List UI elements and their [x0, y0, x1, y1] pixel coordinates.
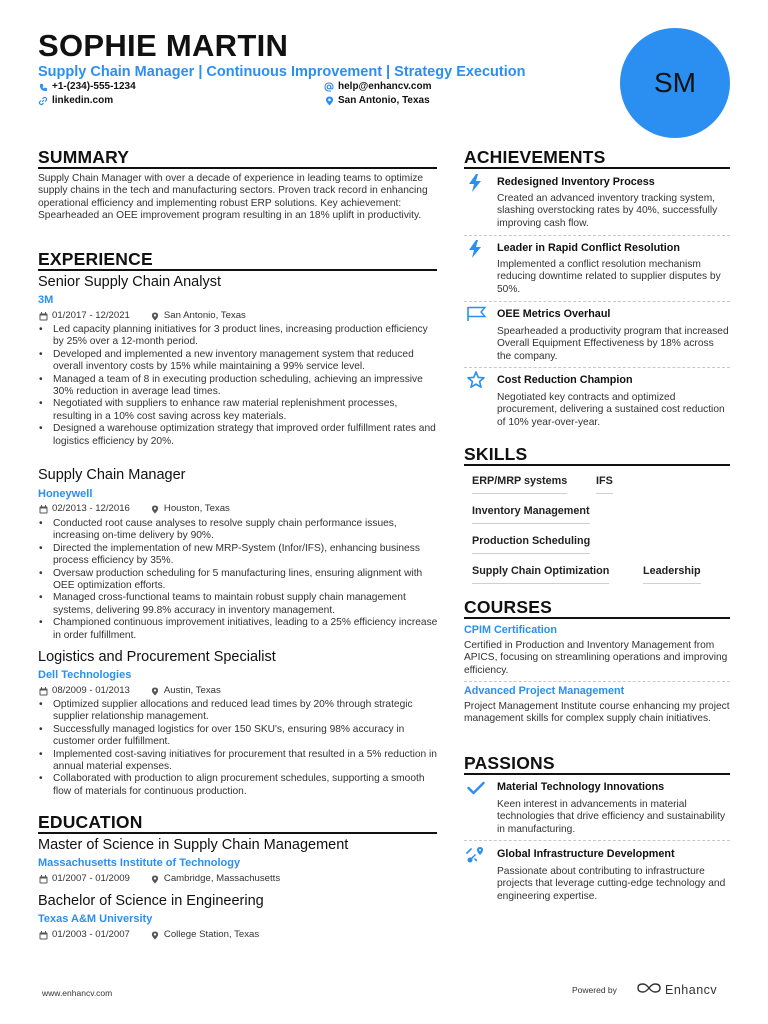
candidate-headline: Supply Chain Manager | Continuous Improvement | Strategy Execution — [38, 64, 526, 80]
summary-heading: SUMMARY — [38, 147, 130, 167]
education-meta — [38, 929, 259, 941]
list-item: • Led capacity planning initiatives for 3 product lines, increasing production efficiency by 25% over a 12-month period. — [38, 324, 438, 349]
list-item: • Negotiated with suppliers to enhance raw material replenishment processes, resulting in a 10% cost saving across key materials. — [38, 398, 438, 423]
footer-website[interactable]: www.enhancv.com — [42, 988, 113, 998]
job-dates: 02/2013 - 12/2016 — [52, 503, 130, 514]
contact-phone — [38, 81, 136, 93]
list-item: • Developed and implemented a new inventory management system that reduced overall inventory costs by 15% while maintaining a 99% service level. — [38, 349, 438, 374]
achievement-title: Redesigned Inventory Process — [497, 176, 655, 188]
phone-text: +1-(234)-555-1234 — [52, 81, 136, 92]
list-item: • Conducted root cause analyses to resolve supply chain performance issues, increasing on-time delivery by 90%. — [38, 518, 438, 543]
calendar-icon — [38, 874, 48, 884]
divider — [464, 235, 730, 236]
achievement-description: Negotiated key contracts and optimized procurement, delivering a sustained cost reduction of 10% year-over-year. — [497, 392, 725, 428]
achievement-title: Cost Reduction Champion — [497, 374, 633, 386]
skill-tag: Production Scheduling — [472, 535, 590, 554]
skill-tag: Inventory Management — [472, 505, 590, 524]
job-meta — [38, 685, 221, 697]
education-location: Cambridge, Massachusetts — [163, 873, 281, 884]
job-dates: 01/2017 - 12/2021 — [52, 310, 130, 321]
education-meta — [38, 873, 280, 885]
list-item: • Managed cross-functional teams to maintain robust supply chain management systems, delivering 99.8% accuracy in inventory management. — [38, 592, 438, 617]
calendar-icon — [38, 311, 48, 321]
course-title: Advanced Project Management — [464, 685, 625, 697]
education-degree: Bachelor of Science in Engineering — [38, 893, 264, 909]
job-company: Honeywell — [38, 488, 93, 500]
job-title: Senior Supply Chain Analyst — [38, 274, 221, 290]
star-icon — [467, 371, 485, 389]
job-company: 3M — [38, 294, 54, 306]
location-pin-icon — [150, 930, 160, 940]
education-location: College Station, Texas — [163, 929, 260, 940]
education-divider — [38, 832, 437, 834]
courses-divider — [464, 617, 730, 619]
experience-heading: EXPERIENCE — [38, 249, 153, 269]
brand-logo[interactable] — [637, 982, 717, 997]
footer-powered-by: Powered by — [572, 985, 617, 995]
course-description: Certified in Production and Inventory Management from APICS, focusing on streamlining operations and improving efficiency. — [464, 640, 728, 676]
skill-tag: Leadership — [643, 565, 701, 584]
achievement-description: Created an advanced inventory tracking system, slashing overstocking rates by 40%, successfully improving cash flow. — [497, 193, 718, 229]
education-school: Texas A&M University — [38, 913, 153, 925]
job-meta — [38, 503, 230, 515]
achievement-description: Spearheaded a productivity program that increased Overall Equipment Effectiveness by 18% across the company. — [497, 326, 729, 362]
education-heading: EDUCATION — [38, 812, 143, 832]
phone-icon — [38, 82, 48, 92]
divider — [464, 681, 730, 682]
location-pin-icon — [150, 504, 160, 514]
email-text: help@enhancv.com — [338, 81, 432, 92]
brand-name: Enhancv — [665, 982, 718, 997]
location-pin-icon — [150, 874, 160, 884]
job-title: Logistics and Procurement Specialist — [38, 649, 276, 665]
location-pin-icon — [150, 311, 160, 321]
avatar — [620, 28, 730, 138]
skills-heading: SKILLS — [464, 444, 528, 464]
list-item: • Collaborated with production to align procurement schedules, supporting a smooth flow of materials for continuous production. — [38, 773, 438, 798]
job-title: Supply Chain Manager — [38, 467, 186, 483]
achievement-title: Leader in Rapid Conflict Resolution — [497, 242, 680, 254]
job-location: San Antonio, Texas — [163, 310, 246, 321]
summary-divider — [38, 167, 437, 169]
avatar-initials: SM — [654, 67, 696, 98]
job-location: Houston, Texas — [163, 503, 230, 514]
job-company: Dell Technologies — [38, 669, 132, 681]
linkedin-text: linkedin.com — [52, 95, 114, 106]
list-item: • Optimized supplier allocations and reduced lead times by 20% through strategic supplier relationship management. — [38, 699, 438, 724]
calendar-icon — [38, 930, 48, 940]
lightning-bolt-icon — [468, 240, 486, 258]
calendar-icon — [38, 686, 48, 696]
skill-tag: IFS — [596, 475, 613, 494]
divider — [464, 301, 730, 302]
route-icon — [466, 846, 484, 864]
achievement-description: Implemented a conflict resolution mechanism reducing downtime related to supplier disputes by 50%. — [497, 259, 721, 295]
job-location: Austin, Texas — [163, 685, 221, 696]
course-description: Project Management Institute course enhancing my project management skills for complex supply chain initiatives. — [464, 701, 730, 725]
education-degree: Master of Science in Supply Chain Management — [38, 837, 349, 853]
candidate-name: SOPHIE MARTIN — [38, 28, 289, 63]
contact-email[interactable] — [324, 81, 431, 93]
passions-divider — [464, 773, 730, 775]
job-bullets — [38, 518, 438, 642]
education-school: Massachusetts Institute of Technology — [38, 857, 241, 869]
list-item: • Championed continuous improvement initiatives, leading to a 25% efficiency increase in order fulfillment. — [38, 617, 438, 642]
passion-description: Keen interest in advancements in material technologies that drive efficiency and sustainability in manufacturing. — [497, 799, 726, 835]
calendar-icon — [38, 504, 48, 514]
at-sign-icon — [324, 82, 334, 92]
divider — [464, 367, 730, 368]
passion-description: Passionate about contributing to infrastructure projects that leverage cutting-edge technology and engineering expertise. — [497, 866, 726, 902]
contact-location — [324, 95, 430, 107]
courses-heading: COURSES — [464, 597, 552, 617]
achievements-divider — [464, 167, 730, 169]
job-bullets — [38, 699, 438, 798]
list-item: • Designed a warehouse optimization strategy that improved order fulfillment rates and logistics efficiency by 20%. — [38, 423, 438, 448]
job-bullets — [38, 324, 438, 448]
infinity-logo-icon — [637, 982, 661, 997]
list-item: • Successfully managed logistics for over 150 SKU's, ensuring 98% accuracy in customer order fulfillment. — [38, 724, 438, 749]
checkmark-icon — [467, 781, 485, 799]
skill-tag: Supply Chain Optimization — [472, 565, 609, 584]
summary-text: Supply Chain Manager with over a decade of experience in leading teams to optimize supply chains in the tech and manufacturing sectors. Proven track record in enhancing operational efficiency and implementing robust ERP solutions. Key achievement: Spearheaded an OEE improvement program resulting in an 18% uplift in productivity. — [38, 173, 428, 222]
list-item: • Oversaw production scheduling for 5 manufacturing lines, ensuring alignment with OEE optimization efforts. — [38, 568, 438, 593]
flag-icon — [467, 306, 485, 324]
achievement-title: OEE Metrics Overhaul — [497, 308, 611, 320]
job-meta — [38, 310, 246, 322]
skill-tag: ERP/MRP systems — [472, 475, 567, 494]
passion-title: Global Infrastructure Development — [497, 848, 675, 860]
lightning-bolt-icon — [468, 174, 486, 192]
experience-divider — [38, 269, 437, 271]
divider — [464, 840, 730, 841]
job-dates: 08/2009 - 01/2013 — [52, 685, 130, 696]
passions-heading: PASSIONS — [464, 753, 555, 773]
list-item: • Managed a team of 8 in executing production scheduling, achieving an impressive 30% reduction in average lead times. — [38, 374, 438, 399]
passion-title: Material Technology Innovations — [497, 781, 665, 793]
location-pin-icon — [150, 686, 160, 696]
education-dates: 01/2007 - 01/2009 — [52, 873, 130, 884]
location-text: San Antonio, Texas — [338, 95, 430, 106]
location-pin-icon — [324, 96, 334, 106]
contact-linkedin[interactable] — [38, 95, 113, 107]
course-title: CPIM Certification — [464, 624, 557, 636]
list-item: • Directed the implementation of new MRP-System (Infor/IFS), enhancing business process efficiency by 35%. — [38, 543, 438, 568]
achievements-heading: ACHIEVEMENTS — [464, 147, 606, 167]
link-icon — [38, 96, 48, 106]
skills-divider — [464, 464, 730, 466]
education-dates: 01/2003 - 01/2007 — [52, 929, 130, 940]
list-item: • Implemented cost-saving initiatives for procurement that resulted in a 5% reduction in annual material expenses. — [38, 749, 438, 774]
